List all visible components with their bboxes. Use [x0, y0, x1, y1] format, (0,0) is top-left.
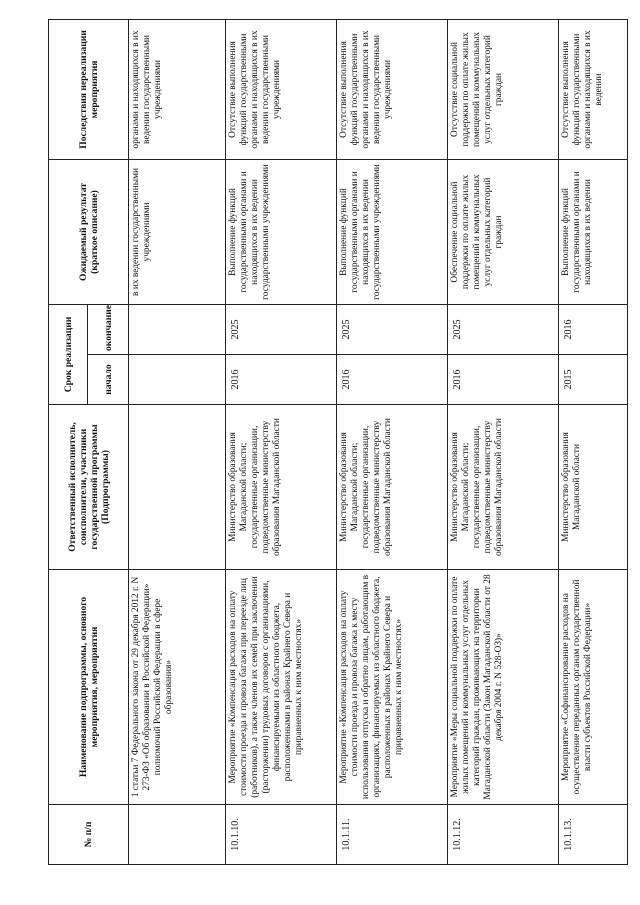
row-end: 2025: [226, 304, 337, 354]
header-num: № п/п: [49, 805, 129, 865]
row-start: 2016: [226, 355, 337, 405]
rotated-table-container: [48, 20, 604, 865]
row-name: 1 статьи 7 Федерального закона от 29 декабря 2012 г. N 273-ФЗ «Об образовании в Российской Федерации» полномочий Российской Федерации в сфере образования»: [129, 570, 226, 805]
row-num: [129, 805, 226, 865]
row-result: Обеспечение социальной поддержки по оплате жилых помещений и коммунальных услуг отдельных категорий граждан: [448, 159, 559, 304]
row-num: 10.1.12.: [448, 805, 559, 865]
row-result: в их ведении государственными учреждениями: [129, 159, 226, 304]
row-start: 2016: [448, 355, 559, 405]
row-start: 2016: [337, 355, 448, 405]
header-consequence: Последствия нереализации мероприятия: [49, 19, 129, 159]
row-end: [129, 304, 226, 354]
row-result: Выполнение функций государственными органами и находящихся в их ведении государственными учреждениями: [226, 159, 337, 304]
header-end: окончание: [88, 304, 129, 354]
row-start: 2015: [559, 355, 628, 405]
header-period: Срок реализации: [49, 304, 88, 404]
table-row: [448, 19, 559, 864]
row-num: 10.1.13.: [559, 805, 628, 865]
row-num: 10.1.10.: [226, 805, 337, 865]
row-name: Мероприятие «Компенсация расходов на оплату стоимости проезда и провоза багажа к месту использования отпуска и обратно лицам, работающим в организациях, финансируемых из областного бюджета, расположенных в районах Крайнего Севера и приравненных к ним местностях»: [337, 570, 448, 805]
row-consequence: Отсутствие выполнения функций государственными органами и находящихся в их ведении: [559, 19, 628, 159]
table-row: [337, 19, 448, 864]
row-name: Мероприятие «Софинансирование расходов на осуществление переданных органам государственной власти субъектов Российской Федерации»: [559, 570, 628, 805]
row-end: 2025: [337, 304, 448, 354]
table-sheet: [48, 20, 604, 865]
table-row: [226, 19, 337, 864]
row-name: Мероприятие «Компенсация расходов на оплату стоимости проезда и провоза багажа при переезде лиц (работников), а также членов их семей при заключении (расторжении) трудовых договоров с организациями, финансируемыми из областного бюджета, расположенными в районах Крайнего Севера и приравненных к ним местностях»: [226, 570, 337, 805]
row-end: 2016: [559, 304, 628, 354]
program-measures-table: [48, 19, 628, 865]
row-start: [129, 355, 226, 405]
row-consequence: Отсутствие выполнения функций государственными органами и находящихся в их ведении государственными учреждениями: [226, 19, 337, 159]
header-start: начало: [88, 355, 129, 405]
row-num: 10.1.11.: [337, 805, 448, 865]
row-consequence: Отсутствие социальной поддержки по оплате жилых помещений и коммунальных услуг отдельных категорий граждан: [448, 19, 559, 159]
table-row: [559, 19, 628, 864]
header-result: Ожидаемый результат (краткое описание): [49, 159, 129, 304]
row-result: Выполнение функций государственными органами и находящихся в их ведении государственными учреждениями: [337, 159, 448, 304]
table-row: [129, 19, 226, 864]
row-consequence: органами и находящихся в их ведении государственными учреждениями: [129, 19, 226, 159]
row-result: Выполнение функций государственными органами и находящихся в их ведении: [559, 159, 628, 304]
header-executor: Ответственный исполнитель, соисполнители, участники государственной программы (Подпрограммы): [49, 405, 129, 570]
row-end: 2025: [448, 304, 559, 354]
row-name: Мероприятие «Меры социальной поддержки по оплате жилых помещений и коммунальных услуг отдельных категорий граждан, проживающих на территории Магаданской области (Закон Магаданской области от 28 декабря 2004 г. N 528-ОЗ)»: [448, 570, 559, 805]
row-executor: Министерство образования Магаданской области; государственные организации, подведомственные министерству образования Магаданской области: [337, 405, 448, 570]
row-executor: Министерство образования Магаданской области: [559, 405, 628, 570]
row-executor: Министерство образования Магаданской области; государственные организации, подведомственные министерству образования Магаданской области: [448, 405, 559, 570]
row-consequence: Отсутствие выполнения функций государственными органами и находящихся в их ведении государственными учреждениями: [337, 19, 448, 159]
row-executor: [129, 405, 226, 570]
header-name: Наименование подпрограммы, основного мероприятия, мероприятия: [49, 570, 129, 805]
row-executor: Министерство образования Магаданской области; государственные организации, подведомственные министерству образования Магаданской области: [226, 405, 337, 570]
